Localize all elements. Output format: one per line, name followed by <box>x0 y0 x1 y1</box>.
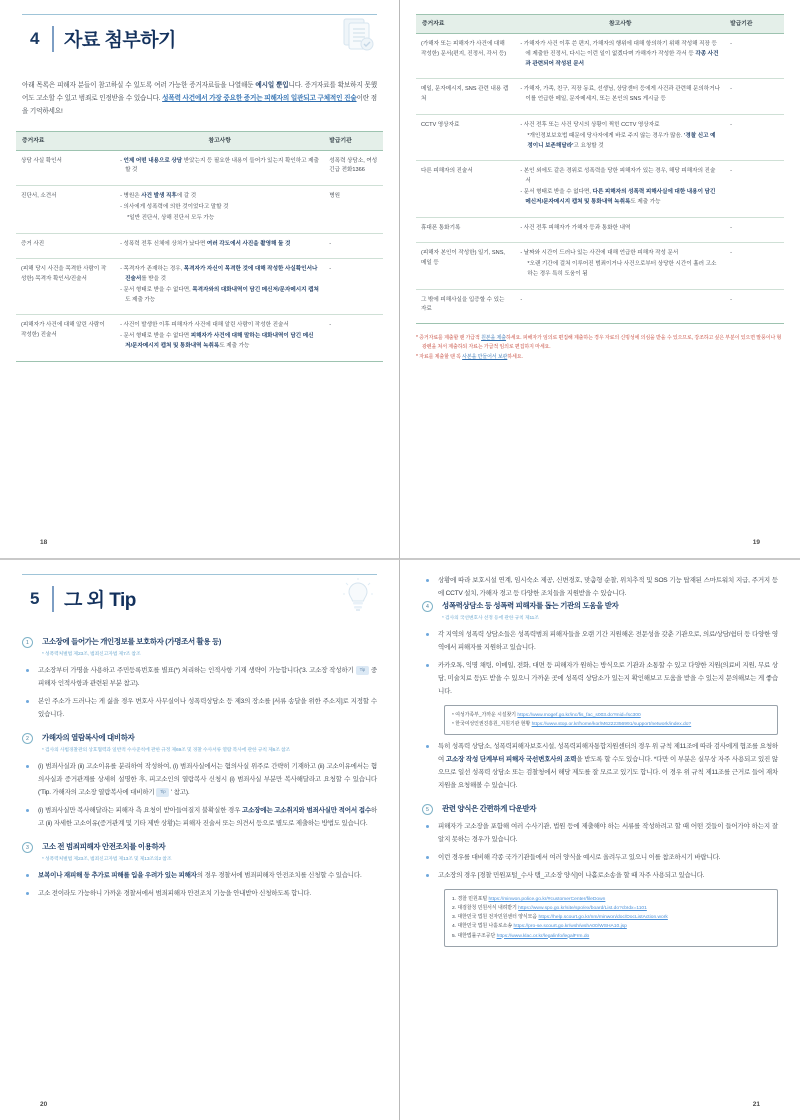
tip-bullet-text <box>38 760 377 799</box>
tip-number-badge: 4 <box>422 601 433 612</box>
col-header-notes: 참고사항 <box>115 131 324 150</box>
bullet-dot-icon <box>426 856 429 859</box>
bullet-text: 각 지역의 성폭력 상담소들은 성폭력범죄 피해자들을 오랜 기간 지원해온 전문성을 갖춘 기관으로, 의료/상담/쉼터 등 다양한 영역에서 피해자를 지원하고 있습니다. <box>438 631 778 652</box>
tip-title: 관련 양식은 간편하게 다운받자 <box>442 804 537 814</box>
note-emphasis: 각종 사건과 관련되어 작성된 문서 <box>525 50 719 67</box>
bullet-text: (i) 범죄사실과 (ii) 고소이유를 분리하여 작성하여, (i) 범죄사실에서는 혐의사실 위주로 간략히 기재하고 (ii) 고소이유에서는 혐의사실과 증거관계를 상세히 설명한 후, 피고소인의 열람복사 신청시 (i) 범죄사실 부분만 복사해달라고 요청할 수 있습니다('Tip. 가해자의 고소장 열람복사에 대비하기 <box>38 763 377 797</box>
lightbulb-icon <box>341 577 375 620</box>
bullet-dot-icon <box>26 809 29 812</box>
note-emphasis: 목격자가 자신이 목격한 것에 대해 작성한 사실확인서나 진술서 <box>125 266 318 283</box>
note-line: - 가해자, 가족, 친구, 직장 동료, 선생님, 상담센터 등에게 사건과 관련해 문의하거나 이를 언급한 메일, 문자메세지, 또는 본인의 SNS 게시글 등 <box>520 86 721 103</box>
tip-bullet-text <box>438 574 778 600</box>
intro-link-1[interactable]: 성폭력 사건에서 가장 중요한 증거는 피해자의 일관되고 구체적인 진술 <box>162 94 357 102</box>
note-text: 일반 진단서, 상해 진단서 모두 가능 <box>129 214 215 221</box>
page-number: 19 <box>752 539 760 546</box>
note-text: 의사에게 성폭력에 의한 것이었다고 말할 것 <box>123 204 229 211</box>
page-number: 21 <box>752 1101 760 1108</box>
cell-evidence: (피해 당시 사건을 목격한 사람이 작성한) 목격자 확인서/진술서 <box>16 259 115 315</box>
tip-number-badge: 5 <box>422 804 433 815</box>
tip-bullet-text <box>38 664 377 690</box>
reference-link-line: 3. 대한민국 법원 전자민원센터 양식모음 https://help.scourt.go.kr/nm/minwon/doc/DocListAction.work <box>452 915 668 921</box>
note-text: 사건 전후 피해자가 가해자 등과 통화한 내역 <box>523 224 631 231</box>
evidence-table-19 <box>416 14 784 324</box>
note-emphasis: 목격자와의 대화내역이 담긴 메신저/문자메시지 캡쳐 <box>192 286 319 293</box>
reference-link-line: * 한국여성인권진흥원_지원기관 현황 https://www.stop.or.kr/home/kor/M6222356991/support/network/index.do? <box>452 722 692 728</box>
bullet-dot-icon <box>26 892 29 895</box>
tip-bullet-text <box>438 851 778 864</box>
cell-notes <box>515 34 725 79</box>
table-row <box>416 34 784 79</box>
page-20 <box>0 560 400 1120</box>
cell-notes <box>515 161 725 217</box>
note-line: - 가해자가 사건 이후 쓴 편지, 가해자의 행위에 대해 항의하기 위해 작성해 직장 등에 제출한 진정서, 다시는 이런 일이 없겠다며 가해자가 작성한 각서 등 각종 사건과 관련되어 작성된 문서 <box>520 41 719 67</box>
section-number: 4 <box>30 28 40 48</box>
bullet-text: 고소장의 경우 [경찰 민원포털_수사 탭_고소장 양식]이 나홀로소송을 할 때 자주 사용되고 있습니다. <box>438 872 705 880</box>
bullet-dot-icon <box>26 700 29 703</box>
tip-item <box>22 841 377 900</box>
cell-notes <box>115 259 324 315</box>
reference-link-line: 4. 대한민국 법원 나홀로소송 https://pro-se.scourt.go.kr/wsh/wshA00/WSHA10.jsp <box>452 924 627 930</box>
table-row <box>416 243 784 289</box>
reference-link[interactable]: https://www.spo.go.kr/site/spo/ex/board/List.do?cbIdx=1101 <box>518 906 647 912</box>
section-title: 자료 첨부하기 <box>64 30 176 51</box>
section-header-4 <box>22 14 377 54</box>
note-text: 도 제출 가능 <box>219 343 250 350</box>
reference-link[interactable]: https://help.scourt.go.kr/nm/minwon/doc/DocListAction.work <box>538 915 668 921</box>
note-text: 를 받을 것 <box>141 276 167 283</box>
cell-notes <box>115 186 324 233</box>
cell-issuer: - <box>324 233 383 259</box>
tip-item <box>422 803 778 946</box>
tip-bullet <box>422 574 778 600</box>
tip-bullet <box>22 869 377 882</box>
note-text: 에 갈 것 <box>176 193 197 200</box>
note-line: - 언제 어떤 내용으로 상담 받았는지 등 필요한 내용이 들어가 있는지 확인하고 제출할 것 <box>120 157 319 174</box>
tip-bullet <box>22 695 377 721</box>
tip-law-reference: * 검사의 국선변호사 선정 등에 관한 규칙 제11조 <box>442 616 539 621</box>
bullet-text: 고소장부터 가명을 사용하고 주민등록번호를 별표(*) 처리하는 인적사항 기재 생략이 가능합니다('3. 고소장 작성하기 <box>38 667 356 675</box>
note-emphasis: 피해자가 사건에 대해 말하는 대화내역이 담긴 메신저/문자메시지 캡쳐 및 통화내역 녹취록 <box>125 333 314 350</box>
bullet-dot-icon <box>426 664 429 667</box>
bullet-emphasis: 고소장 작성 단계부터 피해자 국선변호사의 조력 <box>445 756 577 764</box>
tip-inline-tag[interactable]: Tip <box>156 788 169 797</box>
bullet-text: 고소 전이라도 가능하니 가까운 경찰서에서 범죄피해자 안전조치 기능을 안내받아 신청하도록 합니다. <box>38 890 311 898</box>
note-text: 문서 형태로 받을 수 없다면, <box>523 188 593 195</box>
cell-evidence: 진단서, 소견서 <box>16 186 115 233</box>
table-row <box>416 289 784 324</box>
bullet-dot-icon <box>26 874 29 877</box>
tip-bullet <box>422 740 778 792</box>
footnote-line: * 자료를 제출할 땐 꼭 사본을 만들어서 보관하세요. <box>416 353 523 360</box>
bullet-text: 상황에 따라 보호시설 연계, 임시숙소 제공, 신변경호, 맞춤형 순찰, 위치추적 및 SOS 기능 탑재된 스마트워치 지급, 주거지 등에 CCTV 설치, 가해자 경고 등 다양한 조치들을 지원받을 수 있습니다. <box>438 577 778 597</box>
reference-link-line: * 여성가족부_가까운 시설찾기 https://www.mogef.go.kr/inc/fis_fac_s003.do?mid=fsc300 <box>452 713 641 719</box>
note-text: 문서 형태로 받을 수 없다면, <box>123 286 193 293</box>
cell-evidence: (피해자 본인이 작성한) 일기, SNS, 메일 등 <box>416 243 515 289</box>
cell-evidence: 휴대폰 통화기록 <box>416 217 515 243</box>
tip-header <box>422 600 778 612</box>
cell-notes <box>515 79 725 115</box>
note-text: 성폭력 전후 신체에 상처가 났다면 <box>123 240 207 247</box>
note-line: - 의사에게 성폭력에 의한 것이었다고 말할 것 <box>120 204 229 211</box>
note-line: *일반 진단서, 상해 진단서 모두 가능 <box>127 214 215 221</box>
section-divider <box>52 26 54 52</box>
tip-header <box>22 841 377 853</box>
tip-number-badge: 2 <box>22 733 33 744</box>
cell-issuer: 병원 <box>324 186 383 233</box>
cell-evidence: 상담 사실 확인서 <box>16 150 115 186</box>
table-row <box>416 79 784 115</box>
reference-link[interactable]: https://minwon.police.go.kr/#customerCenter/fileDown <box>488 897 606 903</box>
note-text: 고 요청할 것 <box>573 142 604 149</box>
bullet-text: 본인 주소가 드러나는 게 싫을 경우 변호사 사무실이나 성폭력상담소 등 제3의 장소를 [서류 송달을 위한 주소지]로 지정할 수 있습니다. <box>38 698 377 719</box>
cell-issuer: - <box>725 217 784 243</box>
note-text: 날짜와 시간이 드러나 있는 사건에 대해 언급한 피해자 작성 문서 <box>523 250 679 257</box>
cell-issuer: - <box>324 259 383 315</box>
tip-item <box>22 732 377 830</box>
footnote-line: * 증거자료를 제출할 땐 가급적 원본을 제출하세요. 피해자가 임의로 편집해 제출하는 경우 자료의 신빙성에 의심을 받을 수 있으므로, 강조하고 싶은 부분이 있으면 말풍이나 형광펜을 쳐서 제출하되 자료는 가급적 임의로 편집하지 마세요. <box>416 335 782 351</box>
tip-bullet-text <box>438 659 778 698</box>
note-text: 본인 외에도 같은 경위로 성폭력을 당한 피해자가 있는 경우, 해당 피해자의 진술서 <box>523 168 716 185</box>
tip-bullet-text <box>38 804 377 830</box>
tip-law-reference: * 검사의 사법경찰관의 상호협력과 일반적 수사준칙에 관한 규정 제69조 및 경찰 수사서류 열람 복사에 관한 규칙 제6조 참조 <box>42 748 291 754</box>
bullet-dot-icon <box>26 669 29 672</box>
cell-notes <box>115 150 324 186</box>
note-line: - <box>520 296 523 303</box>
bullet-emphasis: 보복이나 재피해 등 추가로 피해를 입을 우려가 있는 피해자 <box>38 872 197 880</box>
note-text: 사건 전후 또는 사건 당시의 상황이 찍힌 CCTV 영상자료 <box>523 122 660 129</box>
page-number: 18 <box>40 539 48 546</box>
cell-evidence: 메일, 문자메시지, SNS 관련 내용 캡쳐 <box>416 79 515 115</box>
table-header-row <box>16 131 383 150</box>
note-line: - 목격자가 존재하는 경우, 목격자가 자신이 목격한 것에 대해 작성한 사실확인서나 진술서를 받을 것 <box>120 266 318 283</box>
note-emphasis: 다른 피해자의 성폭력 피해사실에 대한 내용이 담긴 메신저/문자메시지 캡쳐 및 통화내역 녹취록 <box>525 188 716 205</box>
tip-bullet-text <box>38 887 377 900</box>
note-line: - 문서 형태로 받을 수 없다면, 다른 피해자의 성폭력 피해사실에 대한 내용이 담긴 메신저/문자메시지 캡쳐 및 통화내역 녹취록도 제출 가능 <box>520 188 716 205</box>
table-row <box>16 150 383 186</box>
evidence-table-18 <box>16 131 383 362</box>
tip-title: 성폭력상담소 등 성폭력 피해자를 돕는 기관의 도움을 받자 <box>442 601 619 610</box>
intro-bold-1: 예시일 뿐입 <box>255 82 289 89</box>
bullet-text: 특히 성폭력 상담소, 성폭력피해자보호시설, 성폭력피해자통합지원센터의 경우 위 규칙 제11조에 따라 검사에게 협조를 요청하여 <box>438 743 778 764</box>
table-row <box>416 115 784 161</box>
col-header-issuer: 발급기관 <box>324 131 383 150</box>
tip-bullet-text <box>38 869 377 882</box>
bullet-text: 의 경우 경찰서에 범죄피해자 안전조치를 신청할 수 있습니다. <box>196 872 362 880</box>
footnotes-19 <box>416 334 784 362</box>
cell-issuer: - <box>324 315 383 361</box>
cell-issuer: - <box>725 243 784 289</box>
reference-link[interactable]: https://www.stop.or.kr/home/kor/M6222356991/support/network/index.do? <box>531 722 692 728</box>
tip-title: 고소 전 범죄피해자 안전조치를 이용하자 <box>42 842 166 852</box>
table-row <box>16 259 383 315</box>
cell-issuer: - <box>725 289 784 324</box>
cell-evidence: (가해자 또는 피해자가 사건에 대해 작성한) 문서(편지, 진정서, 각서 등) <box>416 34 515 79</box>
tip-bullet-text <box>438 820 778 846</box>
bullet-emphasis: 고소장에는 고소취지와 범죄사실만 적어서 접수 <box>242 807 371 815</box>
note-line: *개인정보보호법 때문에 당사자에게 바로 주지 않는 경우가 많음. '경찰 신고 예정이니 보존해달라'고 요청할 것 <box>527 132 716 149</box>
reference-link[interactable]: https://pro-se.scourt.go.kr/wsh/wshA00/WSHA10.jsp <box>513 924 627 930</box>
note-text: 목격자가 존재하는 경우, <box>123 266 184 273</box>
tip-title: 가해자의 열람복사에 대비하자 <box>42 733 135 743</box>
bullet-text: 하고 (ii) 자세한 고소이유(증거관계 및 기타 제반 상황)는 피해자 진술서 또는 의견서 등으로 별도로 제출하는 방법도 있습니다. <box>38 807 377 828</box>
document-attach-icon <box>341 17 375 58</box>
cell-notes <box>115 315 324 361</box>
tip-bullet <box>422 820 778 846</box>
table-row <box>16 186 383 233</box>
tip-header <box>22 732 377 744</box>
cell-issuer: - <box>725 79 784 115</box>
note-line: - 본인 외에도 같은 경위로 성폭력을 당한 피해자가 있는 경우, 해당 피해자의 진술서 <box>520 168 716 185</box>
cell-evidence: 증거 사진 <box>16 233 115 259</box>
cell-notes <box>515 217 725 243</box>
note-text: 병원은 <box>123 193 142 200</box>
tip-number-badge: 1 <box>22 637 33 648</box>
tip-bullet <box>422 869 778 882</box>
section-title: 그 외 Tip <box>64 590 136 611</box>
note-text: 문서 형태로 받을 수 없다면 <box>123 333 191 340</box>
tip-item <box>422 600 778 792</box>
reference-link[interactable]: https://www.klac.or.kr/legalinfo/legalFrm.do <box>496 933 590 939</box>
section-header-5 <box>22 574 377 614</box>
table-body-19 <box>416 34 784 324</box>
note-text: 가해자가 사건 이후 쓴 편지, 가해자의 행위에 대해 항의하기 위해 작성해 직장 등에 제출한 진정서, 다시는 이런 일이 없겠다며 가해자가 작성한 각서 등 <box>523 41 717 57</box>
note-emphasis: '경찰 신고 예정이니 보존해달라' <box>527 132 716 149</box>
tip-number-badge: 3 <box>22 842 33 853</box>
note-text: 오랜 기간에 걸쳐 이루어진 범죄이거나 사건으로부터 상당한 시간이 흘러 고소하는 경우 특히 도움이 됨 <box>527 261 717 277</box>
tips-list-21 <box>422 574 778 947</box>
note-line: - 사건 전후 또는 사건 당시의 상황이 찍힌 CCTV 영상자료 <box>520 122 660 129</box>
table-row <box>416 161 784 217</box>
table-row <box>416 217 784 243</box>
note-emphasis: 여러 각도에서 사진을 촬영해 둘 것 <box>206 240 291 247</box>
cell-notes <box>515 289 725 324</box>
note-line: *오랜 기간에 걸쳐 이루어진 범죄이거나 사건으로부터 상당한 시간이 흘러 고소하는 경우 특히 도움이 됨 <box>527 261 717 277</box>
note-text: 가해자, 가족, 친구, 직장 동료, 선생님, 상담센터 등에게 사건과 관련해 문의하거나 이를 언급한 메일, 문자메세지, 또는 본인의 SNS 게시글 등 <box>523 86 721 103</box>
col-header-evidence: 증거자료 <box>416 15 515 34</box>
tip-title: 고소장에 들어가는 개인정보를 보호하자 (가명조서 활용 등) <box>42 637 221 646</box>
note-emphasis: 언제 어떤 내용으로 상담 <box>123 157 183 164</box>
bullet-dot-icon <box>426 633 429 636</box>
note-line: - 날짜와 시간이 드러나 있는 사건에 대해 언급한 피해자 작성 문서 <box>520 250 679 257</box>
note-text: 개인정보보호법 때문에 당사자에게 바로 주지 않는 경우가 많음. <box>529 132 685 139</box>
page-19 <box>400 0 800 560</box>
page-18 <box>0 0 400 560</box>
tip-law-reference: * 성폭력처벌법 제23조, 범죄신고자법 제13조 및 제13조의2 참조 <box>42 857 172 863</box>
note-line: - 사건 전후 피해자가 가해자 등과 통화한 내역 <box>520 224 631 231</box>
note-text: 도 제출 가능 <box>630 198 661 205</box>
tip-bullet <box>22 664 377 690</box>
tip-bullet <box>422 851 778 864</box>
bullet-text: 카카오톡, 익명 채팅, 이메일, 전화, 대면 등 피해자가 원하는 방식으로 기관과 소통할 수 있고 다양한 지원(의료비 지원, 무료 상담, 미술치료 등)도 받을 수 있으니 가까운 곳에 성폭력 상담소가 있는지 확인해보고 도움을 받을 수 있는지 문의해보는 게 좋습니다. <box>438 662 778 696</box>
tip-header <box>22 636 377 648</box>
intro-paragraph <box>22 80 377 119</box>
note-text: 사건이 발생한 이후 피해자가 사건에 대해 알린 사람이 작성한 진술서 <box>123 322 289 329</box>
note-line: - 문서 형태로 받을 수 없다면 피해자가 사건에 대해 말하는 대화내역이 담긴 메신저/문자메시지 캡쳐 및 통화내역 녹취록도 제출 가능 <box>120 333 314 350</box>
table-row <box>16 233 383 259</box>
table-body-18 <box>16 150 383 361</box>
reference-link-box <box>444 705 778 735</box>
note-line: - 병원은 사건 발생 직후에 갈 것 <box>120 193 197 200</box>
intro-text-1: 아래 목록은 피해자 분들이 참고하실 수 있도록 여러 가능한 증거자료들을 나열해둔 <box>22 82 256 89</box>
bullet-dot-icon <box>426 579 429 582</box>
tip-header <box>422 803 778 815</box>
cell-evidence: 다른 피해자의 진술서 <box>416 161 515 217</box>
cell-evidence: CCTV 영상자료 <box>416 115 515 161</box>
tips-list-20 <box>22 636 377 900</box>
cell-issuer: - <box>725 161 784 217</box>
page-21 <box>400 560 800 1120</box>
col-header-notes: 참고사항 <box>515 15 725 34</box>
col-header-evidence: 증거자료 <box>16 131 115 150</box>
cell-issuer: 성폭력 상담소, 여성긴급 전화1366 <box>324 150 383 186</box>
cell-issuer: - <box>725 34 784 79</box>
bullet-text: 중 피해자 인적사항과 관련된 부분 참고). <box>38 667 377 688</box>
bullet-text: ' 참고). <box>169 789 190 797</box>
footnote-link[interactable]: 사본을 만들어서 보관 <box>462 353 508 360</box>
bullet-text: 이런 경우를 대비해 각종 국가기관들에서 여러 양식을 예시로 올려두고 있으니 이를 참조하시기 바랍니다. <box>438 854 721 862</box>
tip-bullet-text <box>38 695 377 721</box>
bullet-dot-icon <box>426 874 429 877</box>
bullet-dot-icon <box>26 765 29 768</box>
cell-evidence: 그 밖에 피해사실을 입증할 수 있는 자료 <box>416 289 515 324</box>
cell-notes <box>115 233 324 259</box>
tip-bullet <box>422 628 778 654</box>
note-line: - 문서 형태로 받을 수 없다면, 목격자와의 대화내역이 담긴 메신저/문자메시지 캡쳐도 제출 가능 <box>120 286 319 303</box>
table-row <box>16 315 383 361</box>
tip-bullet <box>22 887 377 900</box>
bullet-text: (i) 범죄사실만 복사해달라는 피해자 측 요청이 받아들여질지 불확실한 경우 <box>38 807 242 815</box>
tip-bullet <box>422 659 778 698</box>
bullet-dot-icon <box>426 745 429 748</box>
intro-text-3: 이란 점을 기억하세요! <box>22 94 377 115</box>
tip-bullet <box>22 804 377 830</box>
col-header-issuer: 발급기관 <box>725 15 784 34</box>
cell-evidence: (피해자가 사건에 대해 알린 사람이 작성한) 진술서 <box>16 315 115 361</box>
reference-link-box <box>444 889 778 946</box>
table-header-row <box>416 15 784 34</box>
cell-issuer: - <box>725 115 784 161</box>
tip-item <box>22 636 377 721</box>
tip-bullet-text <box>438 628 778 654</box>
cell-notes <box>515 243 725 289</box>
tip-inline-tag[interactable]: Tip <box>356 666 369 675</box>
section-divider <box>52 586 54 612</box>
tip-law-reference: * 성폭력처벌법 제23조, 범죄신고자법 제7조 참조 <box>42 652 141 657</box>
reference-link-line: 2. 대검찰청 민원서식 내려받기 https://www.spo.go.kr/site/spo/ex/board/List.do?cbIdx=1101 <box>452 906 647 912</box>
bullet-text: 피해자가 고소장을 포함해 여러 수사기관, 법원 등에 제출해야 하는 서류를 작성하려고 할 때 어떤 것들이 들어가야 하는지 잘 알지 못하는 경우가 있습니다. <box>438 823 778 844</box>
reference-link-line: 1. 경찰 민원포털 https://minwon.police.go.kr/#customerCenter/fileDown <box>452 897 606 903</box>
section-number: 5 <box>30 588 40 608</box>
bullet-text: 을 받도록 할 수도 있습니다. *다만 이 부분은 실무상 자주 사용되고 있진 않으므로 일선 성폭력 상담소 또는 검찰청에서 해당 제도를 잘 모르고 있기도 합니다. 이 경우 위 규칙 제11조를 근거로 들어 재차 지원을 요청해볼 수 있습니다. <box>438 756 778 790</box>
note-text: 도 제출 가능 <box>125 296 156 303</box>
tip-bullet-text <box>438 869 778 882</box>
cell-notes <box>515 115 725 161</box>
reference-link[interactable]: https://www.mogef.go.kr/inc/fis_fac_s003.do?mid=fsc300 <box>517 713 641 719</box>
footnote-link[interactable]: 원본을 제출 <box>481 335 507 342</box>
note-line: - 사건이 발생한 이후 피해자가 사건에 대해 알린 사람이 작성한 진술서 <box>120 322 289 329</box>
note-text: 받았는지 등 필요한 내용이 들어가 있는지 확인하고 제출할 것 <box>125 157 319 174</box>
reference-link-line: 5. 대한법률구조공단 https://www.klac.or.kr/legalinfo/legalFrm.do <box>452 933 590 939</box>
note-line: - 성폭력 전후 신체에 상처가 났다면 여러 각도에서 사진을 촬영해 둘 것 <box>120 240 291 247</box>
tip-bullet-text <box>438 740 778 792</box>
page-number: 20 <box>40 1101 48 1108</box>
intro-text-2: 니다. 증거자료를 확보하지 못했어도 고소할 수 있고 범죄로 인정받을 수 있습니다. <box>22 82 377 102</box>
tip-bullet <box>22 760 377 799</box>
bullet-dot-icon <box>426 825 429 828</box>
note-emphasis: 사건 발생 직후 <box>141 193 177 200</box>
